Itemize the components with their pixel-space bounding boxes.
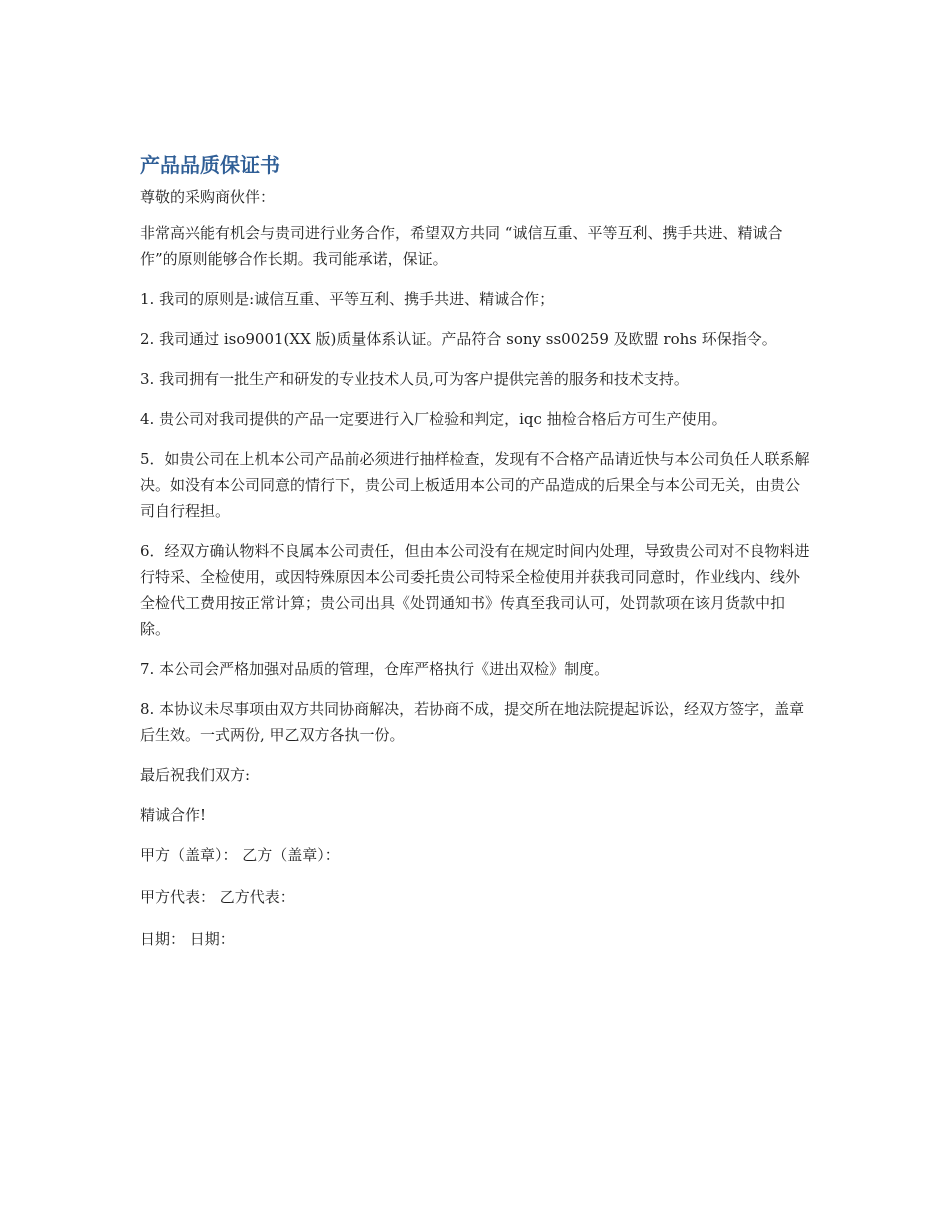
clause-7: 7. 本公司会严格加强对品质的管理，仓库严格执行《进出双检》制度。 xyxy=(140,660,610,678)
document-page xyxy=(140,150,810,968)
clause-8: 8. 本协议未尽事项由双方共同协商解决，若协商不成，提交所在地法院提起诉讼，经双方签字，盖章后生效。一式两份, 甲乙双方各执一份。 xyxy=(140,700,805,744)
representative-line: 甲方代表： 乙方代表： xyxy=(140,888,295,906)
document-title: 产品品质保证书 xyxy=(140,153,280,177)
intro-paragraph: 非常高兴能有机会与贵司进行业务合作，希望双方共同 “诚信互重、平等互利、携手共进、精诚合作”的原则能够合作长期。我司能承诺，保证。 xyxy=(140,224,783,268)
salutation: 尊敬的采购商伙伴： xyxy=(140,188,276,206)
clause-1: 1. 我司的原则是:诚信互重、平等互利、携手共进、精诚合作； xyxy=(140,290,555,308)
seal-line: 甲方（盖章）： 乙方（盖章）： xyxy=(140,846,340,864)
clause-5: 5．如贵公司在上机本公司产品前必须进行抽样检查，发现有不合格产品请近快与本公司负任人联系解决。如没有本公司同意的情行下，贵公司上板适用本公司的产品造成的后果全与本公司无关，由贵公司自行程担。 xyxy=(140,450,810,520)
clause-4: 4. 贵公司对我司提供的产品一定要进行入厂检验和判定，iqc 抽检合格后方可生产使用。 xyxy=(140,410,727,428)
closing-line-1: 最后祝我们双方: xyxy=(140,766,251,784)
clause-3: 3. 我司拥有一批生产和研发的专业技术人员,可为客户提供完善的服务和技术支持。 xyxy=(140,370,689,388)
clause-6: 6．经双方确认物料不良属本公司责任，但由本公司没有在规定时间内处理，导致贵公司对不良物料进行特采、全检使用，或因特殊原因本公司委托贵公司特采全检使用并获我司同意时，作业线内、线外全检代工费用按正常计算；贵公司出具《处罚通知书》传真至我司认可，处罚款项在该月货款中扣除。 xyxy=(140,542,810,638)
closing-line-2: 精诚合作! xyxy=(140,806,207,824)
date-line: 日期： 日期： xyxy=(140,930,235,948)
clause-2: 2. 我司通过 iso9001(XX 版)质量体系认证。产品符合 sony ss00259 及欧盟 rohs 环保指令。 xyxy=(140,330,777,348)
